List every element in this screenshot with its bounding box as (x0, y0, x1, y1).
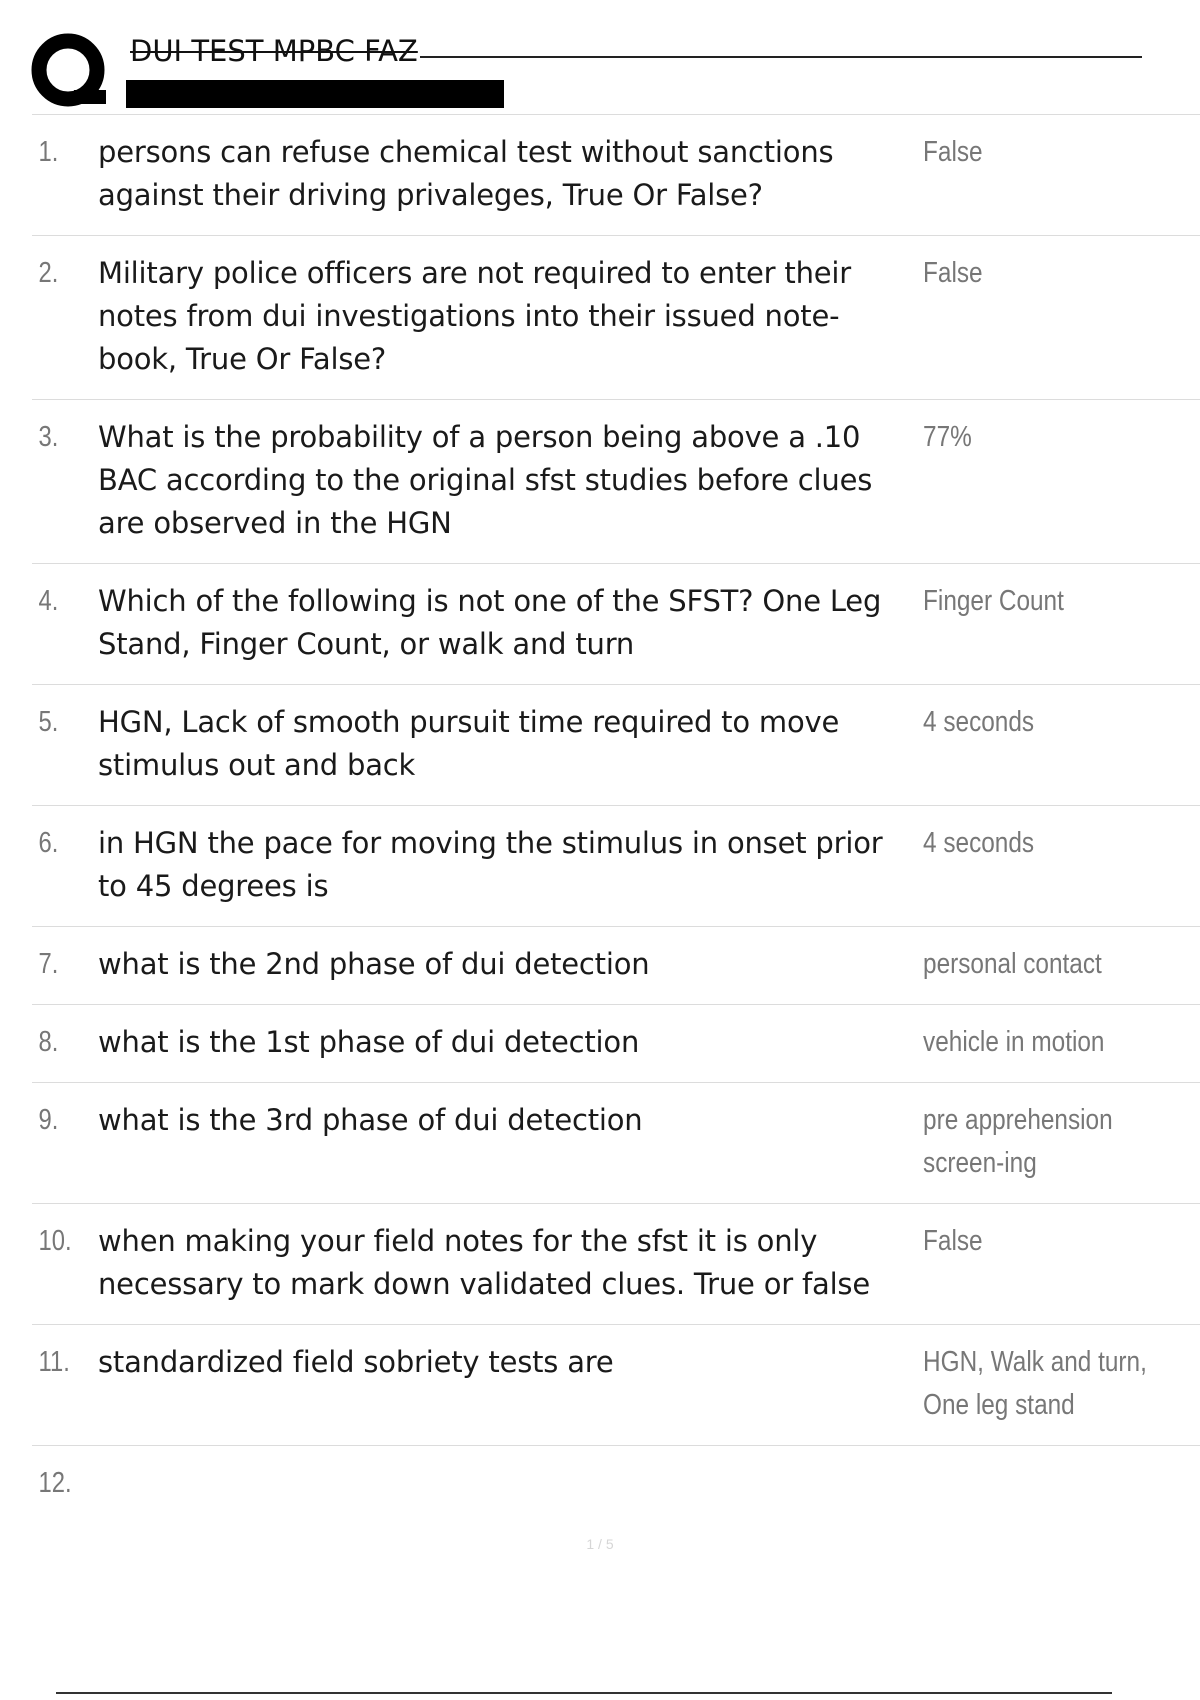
question-text: standardized field sobriety tests are (98, 1345, 614, 1379)
question-text: what is the 3rd phase of dui detection (98, 1103, 643, 1137)
question-row (32, 805, 1200, 926)
question-row (32, 235, 1200, 399)
question-number: 9. (38, 1104, 59, 1136)
question-row (32, 684, 1200, 805)
question-text: HGN, Lack of smooth pursuit time required to move stimulus out and back (98, 705, 840, 782)
question-number: 7. (38, 948, 59, 980)
question-text: What is the probability of a person being above a .10 BAC according to the original sfst studies before clues are observed in the HGN (98, 420, 873, 540)
question-text: when making your field notes for the sfst it is only necessary to mark down validated clues. True or false (98, 1224, 870, 1301)
answer-text: 4 seconds (923, 827, 1035, 859)
answer-text: pre apprehension screen-ing (923, 1104, 1113, 1179)
question-row (32, 563, 1200, 684)
footer-rule (56, 1692, 1112, 1694)
question-number: 5. (38, 706, 59, 738)
question-row (32, 114, 1200, 235)
question-number: 2. (38, 257, 59, 289)
question-number: 1. (38, 136, 59, 168)
question-number: 4. (38, 585, 59, 617)
question-row (32, 1445, 1200, 1523)
question-row (32, 399, 1200, 563)
document-title: DUI TEST MPBC FAZ (130, 34, 418, 68)
page-indicator: 1 / 5 (586, 1536, 614, 1552)
answer-text: 4 seconds (923, 706, 1035, 738)
answer-text: vehicle in motion (923, 1026, 1105, 1058)
q-logo-icon (30, 30, 114, 114)
answer-text: False (923, 136, 983, 168)
answer-text: False (923, 257, 983, 289)
question-row (32, 926, 1200, 1004)
answer-text: personal contact (923, 948, 1102, 980)
answer-text: HGN, Walk and turn, One leg stand (923, 1346, 1147, 1421)
question-text: persons can refuse chemical test without sanctions against their driving privaleges, True Or False? (98, 135, 834, 212)
document-header (0, 0, 1200, 120)
question-text: what is the 1st phase of dui detection (98, 1025, 640, 1059)
question-row (32, 1203, 1200, 1324)
answer-text: 77% (923, 421, 972, 453)
answer-text: Finger Count (923, 585, 1064, 617)
question-text: what is the 2nd phase of dui detection (98, 947, 650, 981)
question-list (32, 114, 1200, 1523)
question-text: Which of the following is not one of the SFST? One Leg Stand, Finger Count, or walk and turn (98, 584, 882, 661)
question-row (32, 1082, 1200, 1203)
question-text: Military police officers are not required to enter their notes from dui investigations into their issued note-book, True Or False? (98, 256, 851, 376)
question-number: 8. (38, 1026, 59, 1058)
question-number: 3. (38, 421, 59, 453)
question-number: 11. (38, 1346, 70, 1378)
question-row (32, 1324, 1200, 1445)
answer-text: False (923, 1225, 983, 1257)
title-rule (420, 56, 1142, 58)
question-number: 10. (38, 1225, 72, 1257)
question-number: 12. (38, 1467, 72, 1499)
question-number: 6. (38, 827, 59, 859)
question-text: in HGN the pace for moving the stimulus in onset prior to 45 degrees is (98, 826, 883, 903)
redaction-bar (126, 80, 504, 108)
question-row (32, 1004, 1200, 1082)
